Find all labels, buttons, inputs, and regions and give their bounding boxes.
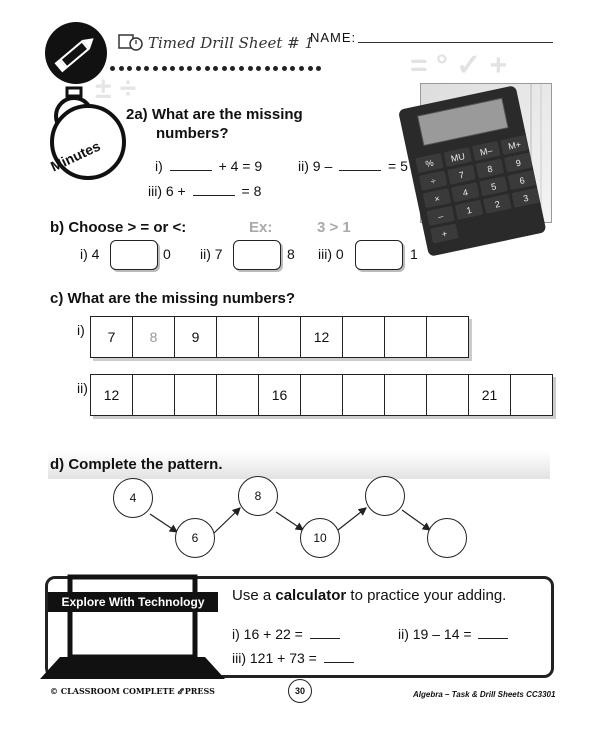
calculator-key: M+ [500, 135, 529, 155]
name-label: NAME: [310, 30, 357, 45]
publisher-name-tail: PRESS [184, 686, 215, 696]
dot [299, 66, 304, 71]
dot [153, 66, 158, 71]
number-cell[interactable] [259, 317, 301, 357]
q2a-ii [298, 158, 408, 174]
tech-q-iii-blank[interactable] [324, 662, 354, 663]
number-cell[interactable] [343, 317, 385, 357]
number-cell[interactable] [217, 375, 259, 415]
dot [248, 66, 253, 71]
dot [316, 66, 321, 71]
calculator-key: 1 [455, 200, 484, 220]
q2a-iii [148, 183, 261, 199]
q2a-i-blank[interactable] [170, 170, 212, 171]
dot [265, 66, 270, 71]
calculator-key: 5 [479, 176, 508, 196]
tech-q-ii-text: ii) 19 – 14 = [398, 626, 472, 642]
number-cell[interactable] [217, 317, 259, 357]
dot [213, 66, 218, 71]
number-cell: 9 [175, 317, 217, 357]
number-strip-1 [90, 316, 469, 358]
dot [308, 66, 313, 71]
sheet-title: Timed Drill Sheet # 1 [148, 34, 314, 52]
tech-q-ii [398, 626, 511, 642]
number-cell[interactable] [301, 375, 343, 415]
calculator-key: 9 [504, 152, 533, 172]
publisher-credit [50, 686, 215, 697]
dot [205, 66, 210, 71]
pattern-circle-2: 6 [175, 518, 215, 558]
tech-q-iii-text: iii) 121 + 73 = [232, 650, 317, 666]
q2a-iii-rest: = 8 [241, 183, 262, 199]
calculator-key: MU [444, 147, 473, 167]
tech-intro-post: to practice your adding. [350, 587, 507, 604]
number-cell[interactable] [427, 317, 468, 357]
pattern-circle-1: 4 [113, 478, 153, 518]
publisher-logo-icon: 𝓔 [177, 686, 182, 696]
dot [119, 66, 124, 71]
q2a-i [155, 158, 262, 174]
calculator-key: 4 [451, 182, 480, 202]
dotted-divider [110, 58, 325, 66]
number-cell: 7 [91, 317, 133, 357]
qb-iii-answer-box[interactable] [355, 240, 403, 270]
q2a-ii-label: ii) 9 – [298, 158, 333, 174]
pattern-circle-3: 8 [238, 476, 278, 516]
tech-q-i [232, 626, 343, 642]
qc-row2-label: ii) [77, 380, 88, 396]
qd-prompt: d) Complete the pattern. [50, 456, 223, 473]
tech-q-i-blank[interactable] [310, 638, 340, 639]
qb-i-right: 0 [163, 246, 171, 262]
tech-q-i-text: i) 16 + 22 = [232, 626, 303, 642]
number-cell: 8 [133, 317, 175, 357]
dot [256, 66, 261, 71]
calculator-key: 3 [511, 188, 540, 208]
calculator-key: – [426, 206, 455, 226]
number-cell[interactable] [175, 375, 217, 415]
dot [136, 66, 141, 71]
technology-badge: Explore With Technology [48, 592, 218, 612]
number-cell[interactable] [133, 375, 175, 415]
calculator-key: 8 [476, 159, 505, 179]
calculator-key: × [423, 188, 452, 208]
qb-iii-label: iii) 0 [318, 246, 344, 262]
qc-prompt: c) What are the missing numbers? [50, 290, 296, 307]
calculator-key: + [430, 223, 459, 243]
qb-example-label: Ex: [249, 219, 273, 236]
q2a-ii-rest: = 5 [388, 158, 408, 174]
q2a-ii-blank[interactable] [339, 170, 381, 171]
number-cell[interactable] [385, 317, 427, 357]
number-cell[interactable] [385, 375, 427, 415]
dot [273, 66, 278, 71]
qb-ii-label: ii) 7 [200, 246, 223, 262]
tech-q-ii-blank[interactable] [478, 638, 508, 639]
stopwatch-icon [118, 32, 144, 57]
number-cell: 12 [301, 317, 343, 357]
number-cell: 16 [259, 375, 301, 415]
number-strip-2 [90, 374, 553, 416]
number-cell[interactable] [511, 375, 552, 415]
dot [187, 66, 192, 71]
calculator-key: M– [472, 141, 501, 161]
q2a-i-rest: + 4 = 9 [218, 158, 263, 174]
qb-prompt: b) Choose > = or <: [50, 219, 187, 236]
number-cell: 12 [91, 375, 133, 415]
dot [196, 66, 201, 71]
calculator-photo [420, 83, 552, 239]
q2a-i-label: i) [155, 158, 163, 174]
timer-label: Minutes [48, 137, 103, 175]
number-cell[interactable] [427, 375, 469, 415]
page-number: 30 [288, 679, 312, 703]
dot [282, 66, 287, 71]
publisher-name: © CLASSROOM COMPLETE [50, 686, 175, 696]
pattern-circle-4: 10 [300, 518, 340, 558]
calculator-key: 6 [508, 170, 537, 190]
dot [127, 66, 132, 71]
calculator-key: 7 [447, 165, 476, 185]
qb-i-label: i) 4 [80, 246, 100, 262]
faint-math-symbols-left: ± ÷ [95, 72, 137, 105]
qb-ii-answer-box[interactable] [233, 240, 281, 270]
dot [170, 66, 175, 71]
dot [179, 66, 184, 71]
pattern-arrows [0, 470, 600, 580]
qb-i-answer-box[interactable] [110, 240, 158, 270]
dot [230, 66, 235, 71]
calculator-key: % [415, 153, 444, 173]
dot [239, 66, 244, 71]
faint-math-symbols: = ° ✓ + [410, 49, 508, 82]
tech-intro [232, 587, 506, 604]
q2a-prompt-line2: numbers? [156, 125, 229, 142]
number-cell[interactable] [343, 375, 385, 415]
dot [110, 66, 115, 71]
pattern-circle-6[interactable] [427, 518, 467, 558]
dot [290, 66, 295, 71]
dot [162, 66, 167, 71]
qc-row1-label: i) [77, 322, 85, 338]
pattern-circle-5[interactable] [365, 476, 405, 516]
q2a-iii-blank[interactable] [193, 195, 235, 196]
qb-ii-right: 8 [287, 246, 295, 262]
dot [144, 66, 149, 71]
tech-q-iii [232, 650, 357, 666]
q2a-iii-label: iii) 6 + [148, 183, 186, 199]
number-cell: 21 [469, 375, 511, 415]
calculator-key: 2 [483, 194, 512, 214]
name-field[interactable] [358, 42, 553, 43]
q2a-prompt-line1: 2a) What are the missing [126, 106, 303, 123]
calculator-key: ÷ [419, 171, 448, 191]
tech-intro-pre: Use a [232, 587, 272, 604]
dot [222, 66, 227, 71]
tech-intro-bold: calculator [275, 587, 347, 604]
series-credit: Algebra – Task & Drill Sheets CC3301 [413, 690, 556, 699]
qb-iii-right: 1 [410, 246, 418, 262]
qb-example-value: 3 > 1 [317, 219, 351, 236]
